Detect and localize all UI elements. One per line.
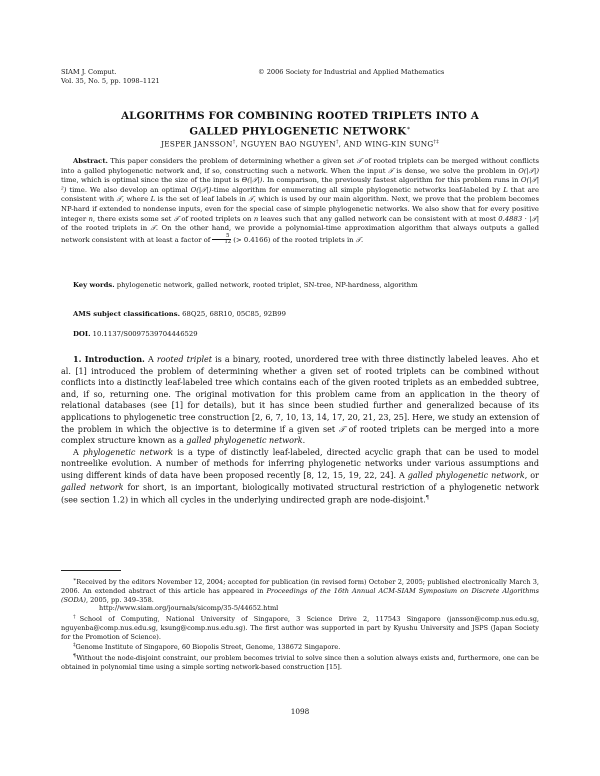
section-heading: 1. Introduction. [73,354,145,364]
journal-name: SIAM J. Comput. [61,68,117,76]
footnotes [61,576,539,672]
footnote-rule [61,570,121,571]
author-jansson: JESPER JANSSON [161,139,233,149]
journal-volume: Vol. 35, No. 5, pp. 1098–1121 [61,77,160,85]
fraction: $\frac{5}{12}$ [212,234,231,246]
footnote-received: ∗Received by the editors November 12, 2004; accepted for publication (in revised form) October 2, 2005; published electronically March 3, 2006. An extended abstract of this article has appeared in Proceedings of the 16th Annual ACM-SIAM Symposium on Discrete Algorithms (SODA), 2005, pp. 349–358. [61,577,539,604]
title-line-1: ALGORITHMS FOR COMBINING ROOTED TRIPLETS INTO A [121,110,479,122]
paper-title [60,110,540,137]
author-nguyen: NGUYEN BAO NGUYEN [240,139,336,149]
author-list: JESPER JANSSON†, NGUYEN BAO NGUYEN†, AND WING-KIN SUNG†‡ [161,139,439,149]
running-header-left [61,68,160,86]
abstract-label: Abstract. [73,157,108,165]
copyright-notice: © 2006 Society for Industrial and Applied Mathematics [258,68,445,76]
doi: DOI. 10.1137/S0097539704446529 [73,330,198,338]
ams-classifications: AMS subject classifications. 68Q25, 68R10, 05C85, 92B99 [73,310,286,318]
author-sung: AND WING-KIN SUNG [343,139,434,149]
title-line-2: GALLED PHYLOGENETIC NETWORK∗ [189,124,411,137]
title-footnote-mark: ∗ [406,124,411,132]
intro-paragraph-2: A phylogenetic network is a type of distinctly leaf-labeled, directed acyclic graph that can be used to model nontreelike evolution. A number of methods for inferring phylogenetic networks under various assumptions and using different kinds of data have been proposed recently [8, 12, 15, 19, 22, 24]. A galled phylogenetic network, or galled network for short, is an important, biologically motivated structural restriction of a phylogenetic network (see section 1.2) in which all cycles in the underlying undirected graph are node-disjoint.¶ [61,447,540,505]
introduction-section [61,354,539,506]
intro-paragraph-1: 1. Introduction. A rooted triplet is a binary, rooted, unordered tree with three distinctly labeled leaves. Aho et al. [1] introduced the problem of determining whether a given set of rooted triplets can be combined without conflicts into a distinctly leaf-labeled tree which contains each of the given rooted triplets as an embedded subtree, and, if so, returning one. The original motivation for this problem came from an application in the theory of relational databases (see [1] for details), but it has since been studied further and generalized because of its applications to phylogenetic tree construction [2, 6, 7, 10, 13, 14, 17, 20, 21, 23, 25]. Here, we study an extension of the problem in which the objective is to determine if a given set 𝒯 of rooted triplets can be merged into a more complex structure known as a galled phylogenetic network. [61,354,539,446]
page-number: 1098 [290,707,310,716]
footnote-affiliation-nus: †School of Computing, National University of Singapore, 3 Science Drive 2, 117543 Singapore (jansson@comp.nus.edu.sg, nguyenba@comp.nus.edu.sg, ksung@comp.nus.edu.sg). The first author was supported in part by Kyushu University and JSPS (Japan Society for the Promotion of Science). [61,613,540,641]
abstract: Abstract. This paper considers the problem of determining whether a given set 𝒯 of rooted triplets can be merged without conflicts into a galled phylogenetic network and, if so, constructing such a network. When the input 𝒯 is dense, we solve the problem in O(|𝒯|) time, which is optimal since the size of the input is Θ(|𝒯|). In comparison, the previously fastest algorithm for this problem runs in O(|𝒯|²) time. We also develop an optimal O(|𝒯|)-time algorithm for enumerating all simple phylogenetic networks leaf-labeled by L that are consistent with 𝒯, where L is the set of leaf labels in 𝒯, which is used by our main algorithm. Next, we prove that the problem becomes NP-hard if extended to nondense inputs, even for the special case of simple phylogenetic networks. We also show that for every positive integer n, there exists some set 𝒯 of rooted triplets on n leaves such that any galled network can be consistent with at most 0.4883 · |𝒯| of the rooted triplets in 𝒯. On the other hand, we provide a polynomial-time approximation algorithm that always outputs a galled network consistent with at least a factor of $\frac{5}{12}$ (> 0.4166) of the rooted triplets in 𝒯. [61,157,539,246]
keywords: Key words. phylogenetic network, galled network, rooted triplet, SN-tree, NP-hardness, algorithm [73,281,418,289]
footnote-affiliation-gis: ‡Genome Institute of Singapore, 60 Biopolis Street, Genome, 138672 Singapore. [73,642,341,652]
footnote-node-disjoint: ¶Without the node-disjoint constraint, our problem becomes trivial to solve since then a solution always exists and, furthermore, one can be obtained in polynomial time using a simple sorting network-based construction [15]. [61,653,539,672]
footnote-url[interactable]: http://www.siam.org/journals/sicomp/35-5/44652.html [99,604,279,613]
